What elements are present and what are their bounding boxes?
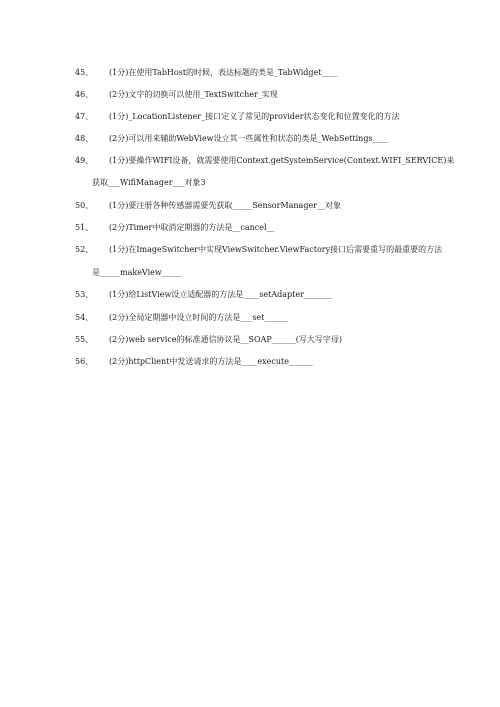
question-number: 56、 — [75, 357, 94, 366]
question-52-continuation: 是_____makeView_____ — [92, 268, 182, 277]
question-text: (2分)全局定期器中设立时间的方法是___set______ — [109, 313, 289, 322]
question-text: (2分)Timer中取消定期器的方法是__cancel__ — [109, 223, 275, 232]
question-number: 45、 — [75, 68, 94, 77]
question-50 — [75, 201, 475, 211]
question-number: 54、 — [75, 313, 94, 322]
question-text: (1分)给ListView设立适配器的方法是____setAdapter_______ — [109, 290, 332, 299]
question-51 — [75, 223, 475, 233]
question-text: (2分)可以用来辅助WebView设立其一些属性和状态的类是_WebSettings____ — [109, 134, 389, 143]
question-45 — [75, 68, 475, 78]
question-number: 51、 — [75, 223, 94, 232]
question-number: 49、 — [75, 156, 94, 165]
question-55 — [75, 335, 475, 345]
question-number: 53、 — [75, 290, 94, 299]
question-text: (1分)要注册各种传感器需要先获取_____SensorManager__对象 — [109, 201, 342, 210]
question-52 — [75, 245, 475, 255]
question-48 — [75, 134, 475, 144]
question-number: 50、 — [75, 201, 94, 210]
question-text: (1分)要操作WIFI设备，就需要使用Context.getSystemService(Context.WIFI_SERVICE)来 — [109, 156, 455, 165]
question-47 — [75, 112, 475, 122]
question-number: 47、 — [75, 112, 94, 121]
question-49-continuation: 获取___WifiManager___对象3 — [92, 178, 206, 187]
question-number: 48、 — [75, 134, 94, 143]
question-49 — [75, 156, 475, 166]
question-number: 55、 — [75, 335, 94, 344]
question-text: (1分)_LocationListener_接口定义了常见的provider状态变化和位置变化的方法 — [109, 112, 400, 121]
question-text: (2分)httpClient中发送请求的方法是____execute______ — [109, 357, 313, 366]
question-number: 46、 — [75, 90, 94, 99]
question-text: (2分)web service的标准通信协议是__SOAP______(写大写字母) — [109, 335, 342, 344]
question-56 — [75, 357, 475, 367]
question-54 — [75, 313, 475, 323]
question-text: (2分)文字的切换可以使用_TextSwitcher_实现 — [109, 90, 278, 99]
question-text: (1分)在ImageSwitcher中实现ViewSwitcher.ViewFactory接口后需要重写的最重要的方法 — [109, 245, 443, 254]
question-number: 52、 — [75, 245, 94, 254]
question-46 — [75, 90, 475, 100]
question-text: (1分)在使用TabHost的时候，表达标题的类是_TabWidget____ — [109, 68, 338, 77]
question-53 — [75, 290, 475, 300]
